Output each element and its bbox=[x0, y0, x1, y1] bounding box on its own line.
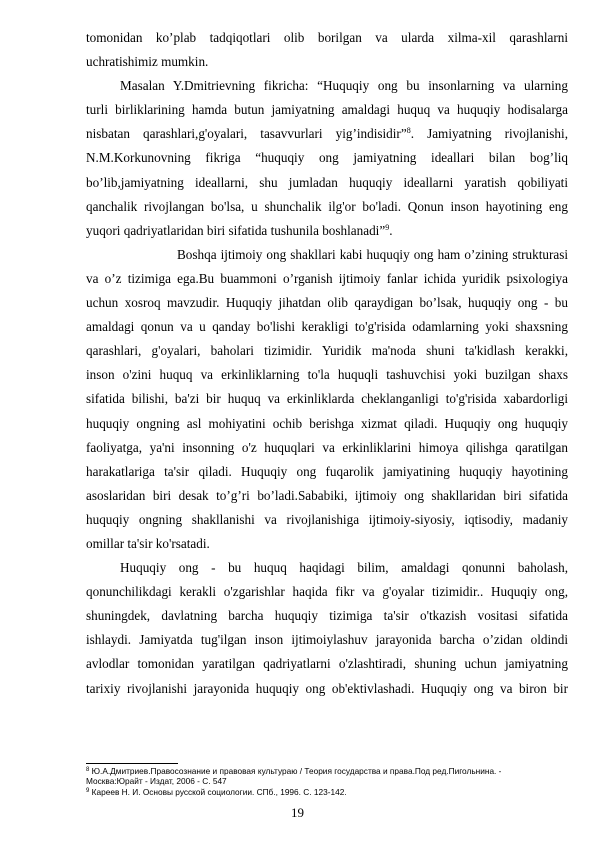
paragraph-line: Huquqiy ong - bu huquq haqidagi bilim, amaldagi qonunni baholash, bbox=[120, 560, 568, 576]
footnote-mark: 8 bbox=[86, 767, 90, 773]
footnote-text: Кареев Н. И. Основы русской социологии. СПб., 1996. С. 123-142. bbox=[89, 786, 347, 797]
paragraph-line: qarashlari, g'oyalari, baholari tizimidir. Yuridik ma'noda shuni ta'kidlash kerakki, bbox=[86, 343, 568, 359]
paragraph-line: N.M.Korkunovning fikriga “huquqiy ong jamiyatning ideallari bilan bog’liq bbox=[86, 150, 568, 166]
footnotes bbox=[86, 766, 526, 797]
footnote-mark: 9 bbox=[86, 787, 90, 794]
paragraph-line: harakatlariga ta'sir qiladi. Huquqiy ong fuqarolik jamiyatining huquqiy hayotining bbox=[86, 463, 568, 479]
footnote-separator bbox=[86, 763, 178, 764]
paragraph-line: va o’z tizimiga ega.Bu buammoni o’rganish ijtimoiy fanlar ichida yuridik psixologiya bbox=[86, 270, 568, 286]
paragraph-line: inson o'zini huquq va erkinliklarning to'la huquqli tashuvchisi yoki buzilgan shaxs bbox=[86, 367, 568, 383]
paragraph-line bbox=[86, 219, 568, 243]
paragraph-line: omillar ta'sir ko'rsatadi. bbox=[86, 535, 210, 551]
paragraph-line: avlodlar tomonidan yaratilgan qadriyatlarni o'zlashtiradi, shuning uchun jamiyatning bbox=[86, 656, 568, 672]
paragraph-line: huquqiy ongning asl mohiyatini ochib berishga xizmat qiladi. Huquqiy ong huquqiy bbox=[86, 415, 568, 431]
paragraph-line: amaldagi qonun va u qanday bo'lishi kerakligi to'g'risida odamlarning yoki shaxsning bbox=[86, 319, 568, 335]
text-span: . Jamiyatning rivojlanishi, bbox=[410, 126, 568, 142]
paragraph-line: qanchalik rivojlangan bo'lsa, u shunchalik ilg'or bo'ladi. Qonun inson hayotining eng bbox=[86, 198, 568, 214]
paragraph-line: uchun xosroq mavzudir. Huquqiy jihatdan olib qaraydigan bo’lsak, huquqiy ong - bu bbox=[86, 295, 568, 311]
paragraph-line: Masalan Y.Dmitrievning fikricha: “Huquqiy ong bu insonlarning va ularning bbox=[120, 78, 568, 94]
paragraph-line: shuningdek, davlatning barcha huquqiy tizimiga ta'sir o'tkazish vositasi sifatida bbox=[86, 608, 568, 624]
paragraph-line: faoliyatga, ya'ni insonning o'z huquqlari va erkinliklarini himoya qilishga qaratilgan bbox=[86, 439, 568, 455]
paragraph-line: asoslaridan biri desak to’g’ri bo’ladi.Sababiki, ijtimoiy ong shakllaridan biri sifatida bbox=[86, 487, 568, 503]
paragraph-line bbox=[86, 122, 568, 146]
paragraph-line: turli birliklarining hamda butun jamiyatning amaldagi huquq va huquqiy hodisalarga bbox=[86, 102, 568, 118]
paragraph-line: uchratishimiz mumkin. bbox=[86, 54, 209, 70]
text-span: yuqori qadriyatlaridan biri sifatida tushunila boshlanadi” bbox=[86, 222, 386, 238]
footnote-ref-8[interactable]: 8 bbox=[406, 126, 411, 136]
footnote-ref-9[interactable]: 9 bbox=[385, 222, 390, 232]
text-span: nisbatan qarashlari,g'oyalari, tasavvurlari yig’indisidir” bbox=[86, 126, 407, 142]
paragraph-line: bo’lib,jamiyatning ideallarni, shu jumladan huquqiy ideallarni yaratish qobiliyati bbox=[86, 174, 568, 190]
page-number: 19 bbox=[291, 805, 304, 820]
footnote-8-continued: Москва:Юрайт - Издат, 2006 - С. 547 bbox=[86, 776, 227, 787]
paragraph-line: sifatida bilishi, ba'zi bir huquq va erkinliklarda cheklanganligi to'g'risida xabardorligi bbox=[86, 391, 568, 407]
text-span: . bbox=[389, 222, 393, 238]
footnote-text: Ю.А.Дмитриев.Правосознание и правовая культураю / Теория государства и права.Под ред.Пигольнина. - bbox=[89, 766, 502, 776]
paragraph-line: qonunchilikdagi kerakli o'zgarishlar haqida fikr va g'oyalar tizimidir.. Huquqiy ong, bbox=[86, 584, 568, 600]
body-text bbox=[86, 26, 568, 701]
paragraph-line: huquqiy ongning shakllanishi va rivojlanishiga ijtimoiy-siyosiy, iqtisodiy, madaniy bbox=[86, 511, 568, 527]
paragraph-line: Boshqa ijtimoiy ong shakllari kabi huquqiy ong ham o’zining strukturasi bbox=[177, 246, 568, 262]
paragraph-line: tarixiy rivojlanishi jarayonida huquqiy ong ob'ektivlashadi. Huquqiy ong va biron bir bbox=[86, 680, 568, 696]
footnote-9 bbox=[86, 787, 526, 797]
footnote-8 bbox=[86, 766, 526, 776]
paragraph-line: tomonidan ko’plab tadqiqotlari olib borilgan va ularda xilma-xil qarashlarni bbox=[86, 30, 568, 45]
paragraph-line: ishlaydi. Jamiyatda tug'ilgan inson ijtimoiylashuv jarayonida barcha o’zidan oldindi bbox=[86, 632, 568, 648]
